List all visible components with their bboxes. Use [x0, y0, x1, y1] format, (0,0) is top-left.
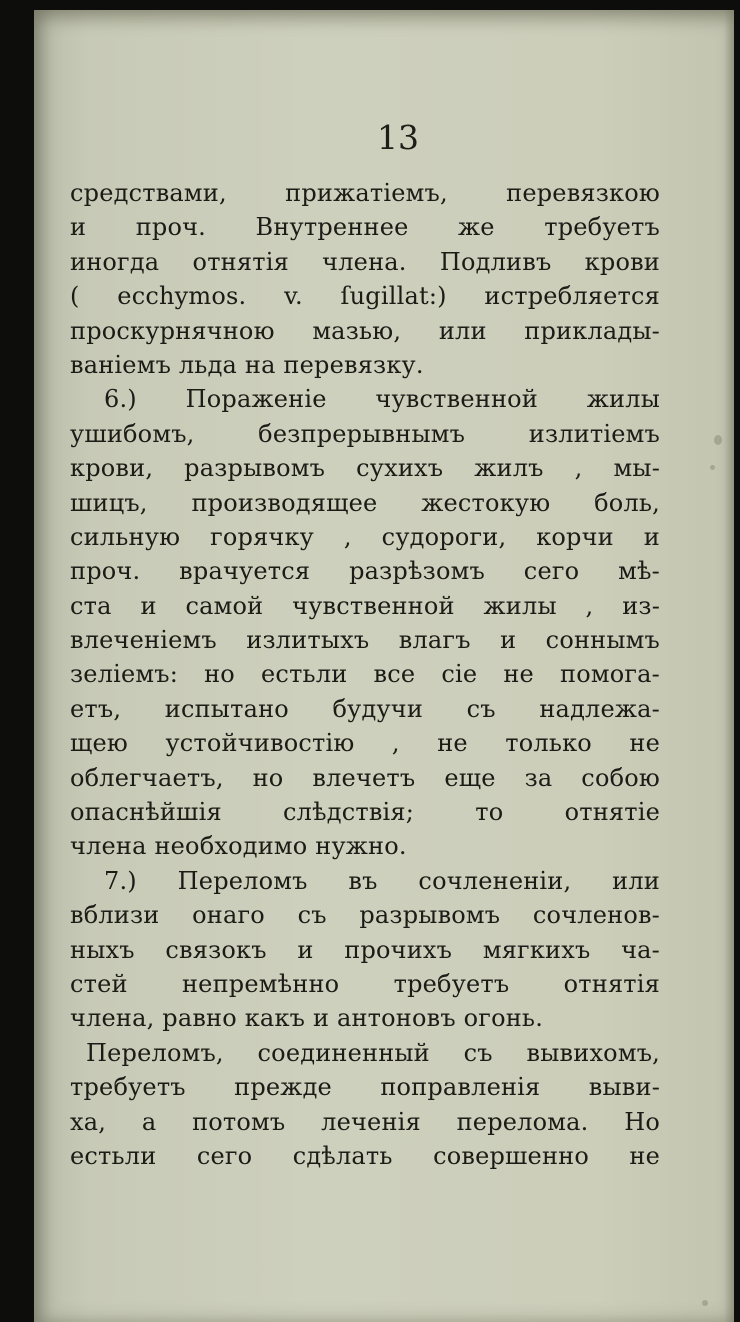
text-line: ста и самой чувственной жилы , из-: [70, 591, 660, 620]
text-line: ха, а потомъ леченія перелома. Но: [70, 1107, 660, 1136]
text-line: требуетъ прежде поправленія выви-: [70, 1073, 660, 1102]
text-line: етъ, испытано будучи съ надлежа-: [70, 694, 660, 723]
text-line: ныхъ связокъ и прочихъ мягкихъ ча-: [70, 935, 660, 964]
body-text: [70, 176, 660, 1173]
page-number: 13: [377, 118, 419, 157]
ink-spot: [714, 435, 722, 445]
book-page: [34, 10, 734, 1322]
text-line: влеченіемъ излитыхъ влагъ и соннымъ: [70, 626, 660, 655]
text-line: щею устойчивостію , не только не: [70, 729, 660, 758]
text-line: стей непремѣнно требуетъ отнятія: [70, 969, 660, 998]
text-line: сильную горячку , судороги, корчи и: [70, 522, 660, 551]
text-line: проч. врачуется разрѣзомъ сего мѣ-: [70, 557, 660, 586]
text-line: зеліемъ: но естьли все сіе не помога-: [70, 660, 660, 689]
text-line: крови, разрывомъ сухихъ жилъ , мы-: [70, 454, 660, 483]
page-edge-shadow: [724, 10, 734, 1322]
text-line: члена, равно какъ и антоновъ огонь.: [70, 1004, 544, 1033]
text-line: Переломъ, соединенный съ вывихомъ,: [86, 1038, 660, 1067]
text-line: вблизи онаго съ разрывомъ сочленов-: [70, 901, 660, 930]
text-line: 7.) Переломъ въ сочлененіи, или: [104, 866, 660, 895]
text-line: средствами, прижатіемъ, перевязкою: [70, 179, 660, 207]
text-line: ( ecchymos. v. ſugillat:) истребляется: [70, 282, 660, 311]
text-line: опаснѣйшія слѣдствія; то отнятіе: [70, 798, 660, 827]
text-line: ушибомъ, безпрерывнымъ излитіемъ: [70, 419, 660, 448]
text-line: иногда отнятія члена. Подливъ крови: [70, 247, 660, 276]
text-line: члена необходимо нужно.: [70, 832, 407, 861]
text-line: облегчаетъ, но влечетъ еще за собою: [70, 763, 660, 792]
text-line: ваніемъ льда на перевязку.: [70, 350, 424, 379]
text-line: и проч. Внутреннее же требуетъ: [70, 213, 660, 242]
ink-spot: [702, 1300, 708, 1306]
text-line: естьли сего сдѣлать совершенно не: [70, 1141, 660, 1170]
ink-spot: [710, 465, 715, 470]
text-line: проскурнячною мазью, или приклады-: [70, 316, 660, 345]
text-line: шицъ, производящее жестокую боль,: [70, 488, 660, 517]
text-line: 6.) Пораженіе чувственной жилы: [104, 385, 660, 414]
